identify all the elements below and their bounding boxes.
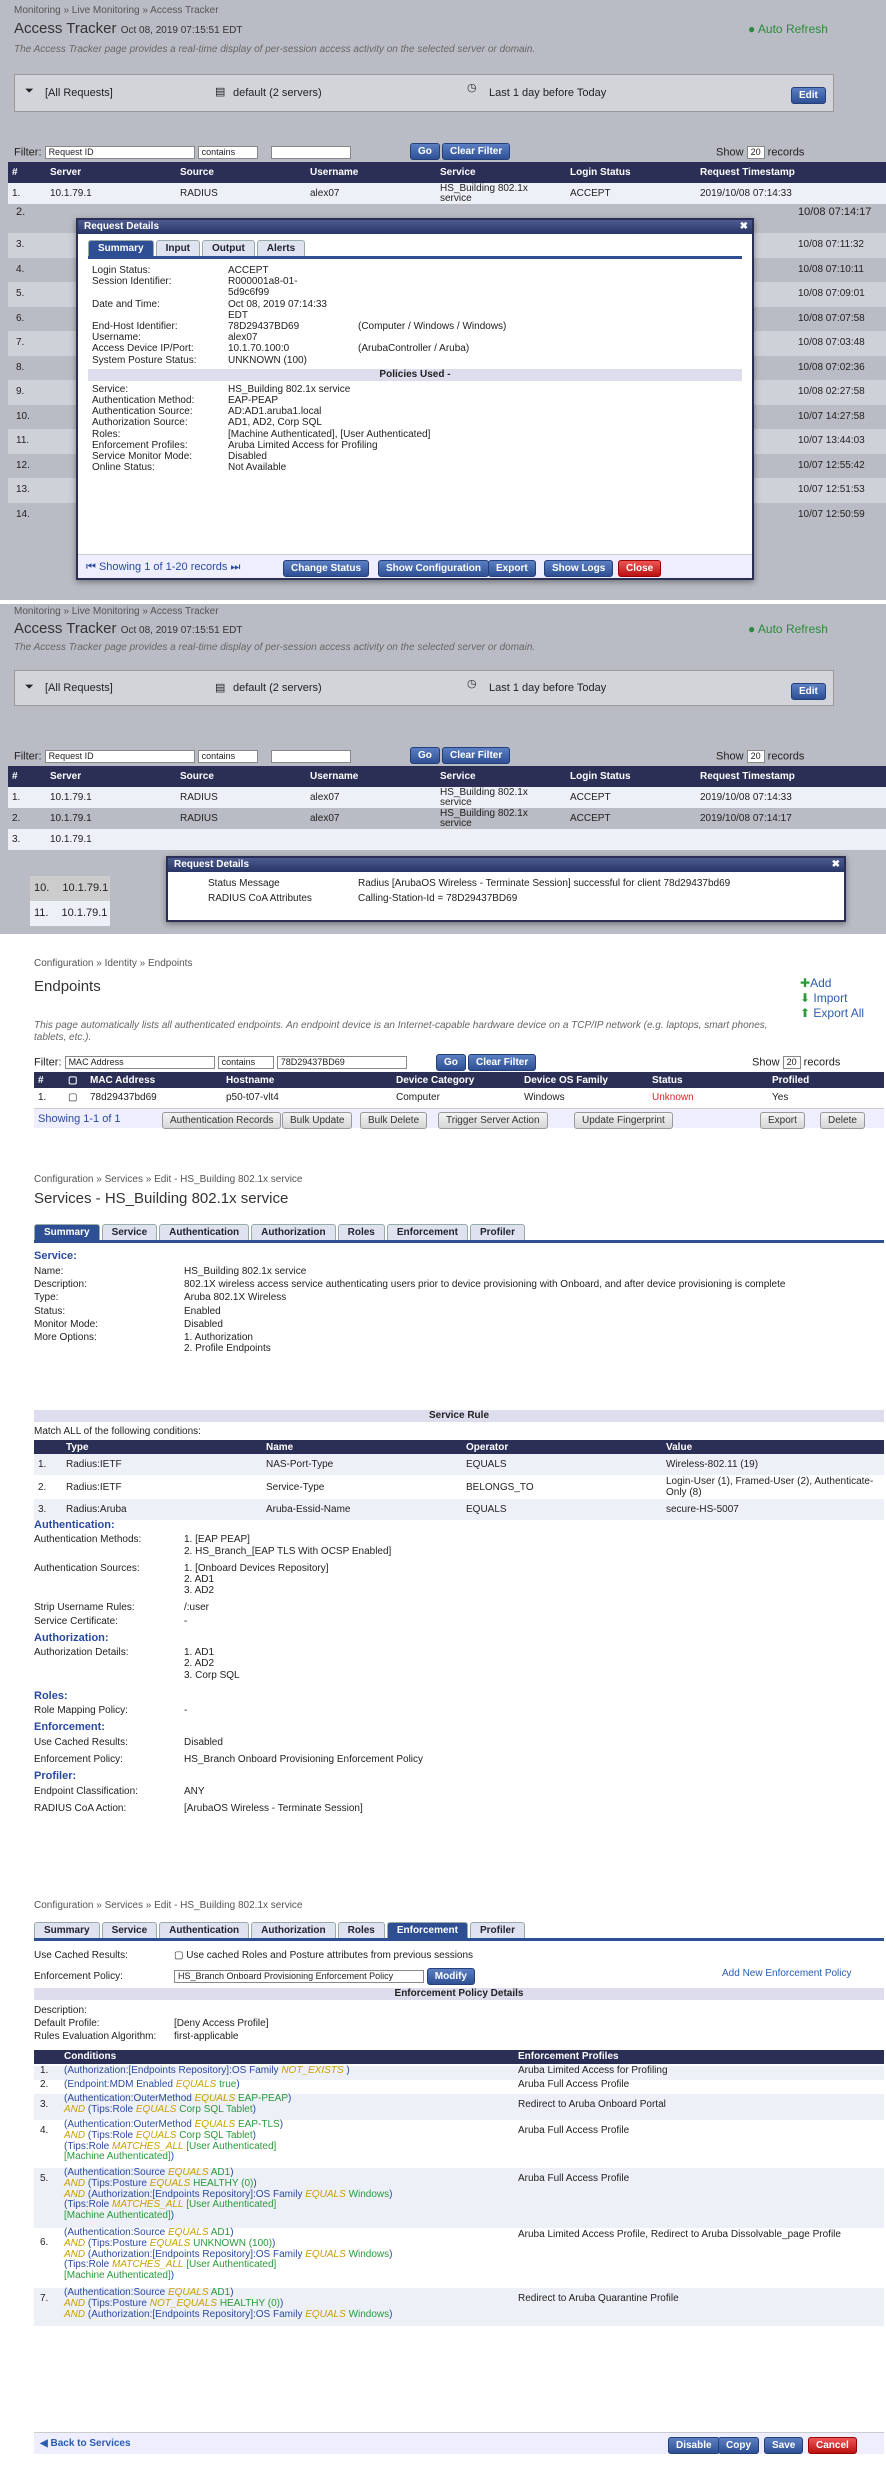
tab-summary[interactable]: Summary: [88, 240, 154, 256]
endpoints-footer: [34, 1108, 884, 1128]
filter-bar: [14, 670, 834, 706]
tab-alerts[interactable]: Alerts: [257, 240, 305, 256]
service-tabs: [34, 1224, 884, 1243]
modify-button[interactable]: Modify: [427, 1968, 475, 1985]
server-icon: ▤: [215, 86, 226, 98]
rules-table-header: Conditions Enforcement Profiles: [34, 2050, 884, 2064]
last-page-icon: ⏭: [230, 561, 241, 573]
export-button[interactable]: Export: [488, 560, 536, 577]
endpoint-actions: [800, 976, 864, 1021]
tab-authorization[interactable]: Authorization: [251, 1922, 335, 1938]
export-button[interactable]: Export: [760, 1112, 805, 1129]
service-section-title: Service:: [34, 1250, 77, 1262]
table-row: 2. Radius:IETF Service-Type BELONGS_TO Login-User (1), Framed-User (2), Authenticate-Only (8): [38, 1476, 874, 1498]
clear-filter-button[interactable]: Clear Filter: [468, 1054, 536, 1071]
filter-field-select[interactable]: Request ID: [45, 146, 195, 159]
table-row[interactable]: 7. (Authentication:Source EQUALS AD1) AND (Tips:Posture NOT_EQUALS HEALTHY (0)) AND (Authorization:[Endpoints Repository]:OS Family EQUALS Windows) Redirect to Aruba Quarantine Profile: [34, 2288, 884, 2326]
col-header[interactable]: #: [8, 162, 46, 183]
tab-output[interactable]: Output: [202, 240, 255, 256]
show-records: Show 20 records: [716, 750, 805, 763]
detail-row: System Posture Status: UNKNOWN (100): [92, 354, 307, 366]
show-count-select[interactable]: 20: [747, 750, 765, 763]
service-fields: [34, 1266, 884, 1356]
breadcrumb[interactable]: Monitoring » Live Monitoring » Access Tracker: [14, 5, 219, 16]
detail-row: Description: 802.1X wireless access service authenticating users prior to device provisioning with Onboard, and after device provisioning is complete: [34, 1279, 786, 1291]
access-tracker-screen-1: [0, 0, 886, 600]
detail-row: Access Device IP/Port: 10.1.70.100:0 (ArubaController / Aruba): [92, 343, 470, 355]
table-row[interactable]: 9. 10/08 02:27:58: [8, 380, 886, 405]
page-title: Access Tracker Oct 08, 2019 07:15:51 EDT: [14, 20, 243, 37]
go-button[interactable]: Go: [410, 143, 440, 160]
filter-op-select[interactable]: contains: [198, 750, 258, 763]
col-header[interactable]: Username: [306, 766, 436, 787]
endpoints-screen: [0, 938, 886, 1158]
rules-table: [34, 2066, 884, 2326]
table-row[interactable]: 12. 10/07 12:55:42: [16, 459, 865, 471]
disable-button[interactable]: Disable: [668, 2437, 720, 2454]
policies-fields: [88, 384, 742, 474]
table-row: 3. Radius:Aruba Aruba-Essid-Name EQUALS secure-HS-5007: [34, 1499, 884, 1520]
close-icon[interactable]: ✖: [739, 221, 748, 232]
all-requests-filter[interactable]: [All Requests]: [45, 682, 113, 694]
table-row[interactable]: 3. 10.1.79.1: [8, 829, 886, 850]
clock-icon: ◷: [467, 678, 477, 690]
table-row: 1. Radius:IETF NAS-Port-Type EQUALS Wireless-802.11 (19): [34, 1454, 884, 1475]
filter-op-select[interactable]: contains: [198, 146, 258, 159]
table-row[interactable]: 1. (Authorization:[Endpoints Repository]:OS Family NOT_EXISTS ) Aruba Limited Access for Profiling: [34, 2066, 884, 2080]
row-checkbox[interactable]: ▢: [68, 1091, 78, 1103]
access-tracker-table: [8, 766, 886, 850]
summary-details: Authentication: Authentication Methods: 1. [EAP PEAP] 2. HS_Branch_[EAP TLS With OCSP Enabled] Authentication Sources: 1. [Onboard Devices Repository] 2. AD1 3. AD2 Strip Username Rules: /:user Service Certificate: - Authorization: Authorization Details: 1. AD1 2. AD2 3. Corp SQL Roles: Role Mapping Policy: - Enforcement: Use Cached Results: Disabled Enforcement Policy: HS_Branch Onboard Provisioning Enforcement Policy Profiler: Endpoint Classification: ANY RADIUS CoA Action: [ArubaOS Wireless - Terminate Session]: [34, 1520, 884, 1814]
tab-service[interactable]: Service: [102, 1922, 158, 1938]
col-header[interactable]: Service: [436, 162, 566, 183]
tab-service[interactable]: Service: [102, 1224, 158, 1240]
pager[interactable]: ⏮ Showing 1 of 1-20 records ⏭: [86, 561, 241, 573]
back-arrow-icon: ◀: [40, 2438, 48, 2449]
pager[interactable]: Showing 1-1 of 1: [38, 1113, 121, 1125]
detail-row: Session Identifier: R000001a8-01-5d9c6f99: [92, 276, 298, 299]
bulk-update-button[interactable]: Bulk Update: [282, 1112, 352, 1129]
detail-row: More Options: 1. Authorization 2. Profile Endpoints: [34, 1332, 271, 1355]
policy-details-title: Enforcement Policy Details: [34, 1988, 884, 2000]
detail-row: Login Status: ACCEPT: [92, 265, 269, 276]
coa-details: Status Message Radius [ArubaOS Wireless - Terminate Session] successful for client 78d29437bd69 RADIUS CoA Attributes Calling-Station-Id = 78D29437BD69: [208, 878, 731, 904]
col-header[interactable]: Source: [176, 766, 306, 787]
partial-rows: [30, 876, 110, 926]
table-row[interactable]: 1. ▢ 78d29437bd69 p50-t07-vlt4 Computer Windows Unknown Yes: [34, 1088, 884, 1106]
server-filter[interactable]: default (2 servers): [233, 87, 322, 99]
detail-row: Authentication Method: EAP-PEAP: [92, 395, 279, 407]
table-row[interactable]: 1. 10.1.79.1 RADIUS alex07 HS_Building 802.1x service ACCEPT 2019/10/08 07:14:33: [8, 787, 886, 808]
tab-profiler[interactable]: Profiler: [470, 1224, 525, 1240]
back-to-services-link[interactable]: ◀ Back to Services: [40, 2438, 131, 2449]
filter-row: Filter: Request ID contains: [14, 750, 351, 763]
export-all-link[interactable]: ⬆ Export All: [800, 1006, 865, 1020]
time-filter[interactable]: Last 1 day before Today: [489, 87, 607, 99]
select-all-checkbox[interactable]: ▢: [64, 1072, 86, 1088]
tab-enforcement[interactable]: Enforcement: [387, 1224, 468, 1240]
col-header[interactable]: #: [8, 766, 46, 787]
dialog-footer: [78, 554, 752, 578]
show-configuration-button[interactable]: Show Configuration: [378, 560, 489, 577]
request-details-dialog: [76, 218, 754, 580]
page-title: Services - HS_Building 802.1x service: [34, 1190, 289, 1207]
funnel-icon: ⏷: [25, 85, 34, 97]
filter-value-input[interactable]: 78D29437BD69: [277, 1056, 407, 1069]
server-icon: ▤: [215, 682, 226, 694]
table-header-row: [8, 766, 886, 787]
service-rule-title: Service Rule: [34, 1410, 884, 1422]
detail-row: Service Monitor Mode: Disabled: [92, 451, 267, 463]
filter-value-input[interactable]: [271, 146, 351, 159]
col-header[interactable]: Source: [176, 162, 306, 183]
breadcrumb[interactable]: Configuration » Services » Edit - HS_Building 802.1x service: [34, 1174, 303, 1185]
col-header[interactable]: Request Timestamp: [696, 162, 886, 183]
tab-summary[interactable]: Summary: [34, 1224, 100, 1240]
table-row[interactable]: 6. 10/08 07:07:58: [16, 312, 865, 324]
change-status-button[interactable]: Change Status: [283, 560, 369, 577]
table-row[interactable]: 2. 10/08 07:14:17: [16, 206, 872, 218]
show-logs-button[interactable]: Show Logs: [544, 560, 613, 577]
edit-button[interactable]: Edit: [791, 683, 826, 700]
dialog-tabs: [88, 240, 742, 259]
detail-row: Enforcement Profiles: Aruba Limited Access for Profiling: [92, 439, 378, 451]
tab-enforcement[interactable]: Enforcement: [387, 1922, 468, 1938]
col-header[interactable]: Username: [306, 162, 436, 183]
detail-row: Authentication Source: AD:AD1.aruba1.local: [92, 406, 322, 418]
tab-authorization[interactable]: Authorization: [251, 1224, 335, 1240]
enforcement-screen: [0, 1896, 886, 2465]
page-description: This page automatically lists all authenticated endpoints. An endpoint device is an Internet-capable hardware device on a TCP/IP network (e.g. laptops, smart phones, tablets, etc.).: [34, 1020, 768, 1043]
show-records: Show 20 records: [752, 1056, 841, 1069]
col-header[interactable]: Service: [436, 766, 566, 787]
table-row[interactable]: 4. (Authentication:OuterMethod EQUALS EAP-TLS) AND (Tips:Role EQUALS Corp SQL Tablet) (Tips:Role MATCHES_ALL [User Authenticated] [Machine Authenticated]) Aruba Full Access Profile: [40, 2119, 630, 2163]
page-description: The Access Tracker page provides a real-time display of per-session access activity on the selected server or domain.: [14, 44, 536, 55]
detail-row: Roles: [Machine Authenticated], [User Authenticated]: [92, 428, 431, 440]
go-button[interactable]: Go: [436, 1054, 466, 1071]
detail-row: Status: Enabled: [34, 1305, 221, 1317]
table-row[interactable]: 11. 10.1.79.1: [30, 901, 110, 926]
add-link[interactable]: ✚Add: [800, 976, 832, 990]
detail-row: Username: alex07: [92, 332, 258, 344]
cancel-button[interactable]: Cancel: [808, 2437, 857, 2454]
table-header-row: [8, 162, 886, 183]
table-row[interactable]: 13. 10/07 12:51:53: [8, 478, 886, 503]
detail-row: End-Host Identifier: 78D29437BD69 (Computer / Windows / Windows): [92, 321, 507, 333]
match-text: Match ALL of the following conditions:: [34, 1426, 201, 1437]
auto-refresh[interactable]: ● Auto Refresh: [748, 622, 828, 636]
col-header[interactable]: Server: [46, 766, 176, 787]
detail-row: Monitor Mode: Disabled: [34, 1318, 223, 1330]
table-header-row: # ▢ MAC Address Hostname Device Category Device OS Family Status Profiled: [34, 1072, 884, 1088]
import-link[interactable]: ⬇ Import: [800, 991, 848, 1005]
service-tabs: [34, 1922, 884, 1941]
clear-filter-button[interactable]: Clear Filter: [442, 143, 510, 160]
go-button[interactable]: Go: [410, 747, 440, 764]
roles-section-title: Roles:: [34, 1689, 68, 1702]
first-page-icon: ⏮: [86, 561, 96, 573]
close-button[interactable]: Close: [618, 560, 661, 577]
tab-authentication[interactable]: Authentication: [159, 1224, 249, 1240]
breadcrumb[interactable]: Configuration » Identity » Endpoints: [34, 958, 193, 969]
cached-results-row: Use Cached Results: ▢ Use cached Roles and Posture attributes from previous sessions: [34, 1950, 474, 1961]
show-records: Show 20 records: [716, 146, 805, 159]
tab-authentication[interactable]: Authentication: [159, 1922, 249, 1938]
detail-row: Service: HS_Building 802.1x service: [92, 383, 351, 395]
table-row[interactable]: 5. (Authentication:Source EQUALS AD1) AND (Tips:Posture EQUALS HEALTHY (0)) AND (Authorization:[Endpoints Repository]:OS Family EQUALS Windows) (Tips:Role MATCHES_ALL [User Authenticated] [Machine Authenticated]) Aruba Full Access Profile: [34, 2168, 884, 2228]
col-header[interactable]: Request Timestamp: [696, 766, 886, 787]
tab-roles[interactable]: Roles: [338, 1224, 385, 1240]
col-header[interactable]: Login Status: [566, 162, 696, 183]
enforcement-policy-row: Enforcement Policy: HS_Branch Onboard Provisioning Enforcement Policy Modify: [34, 1968, 475, 1985]
funnel-icon: ⏷: [25, 681, 34, 693]
filter-field-select[interactable]: MAC Address: [65, 1056, 215, 1069]
page-description: The Access Tracker page provides a real-time display of per-session access activity on the selected server or domain.: [14, 642, 536, 653]
service-rule-table: Type Name Operator Value 1. Radius:IETF NAS-Port-Type EQUALS Wireless-802.11 (19) 2. Radius:IETF Service-Type BELONGS_TO Login-User (1), Framed-User (2), Authenticate-Only (8) 3. Radius:Aruba Aruba-Essid-Name EQUALS secure-HS-5007: [34, 1440, 884, 1520]
summary-fields: [88, 259, 742, 366]
request-details-dialog: [166, 856, 846, 922]
show-count-select[interactable]: 20: [747, 146, 765, 159]
filter-row: Filter: Request ID contains: [14, 146, 351, 159]
access-tracker-screen-2: [0, 604, 886, 934]
bulk-delete-button[interactable]: Bulk Delete: [360, 1112, 427, 1129]
filter-bar: [14, 74, 834, 112]
access-tracker-table: [8, 162, 886, 204]
table-row[interactable]: 2. (Endpoint:MDM Enabled EQUALS true) Aruba Full Access Profile: [40, 2079, 630, 2090]
show-count-select[interactable]: 20: [783, 1056, 801, 1069]
detail-row: Date and Time: Oct 08, 2019 07:14:33 EDT: [92, 298, 327, 321]
enforcement-policy-select[interactable]: HS_Branch Onboard Provisioning Enforcement Policy: [174, 1970, 424, 1983]
table-row[interactable]: 6. (Authentication:Source EQUALS AD1) AND (Tips:Posture EQUALS UNKNOWN (100)) AND (Authorization:[Endpoints Repository]:OS Family EQUALS Windows) (Tips:Role MATCHES_ALL [User Authenticated] [Machine Authenticated]) Aruba Limited Access Profile, Redirect to Aruba Dissolvable_page Profile: [40, 2227, 841, 2282]
all-requests-filter[interactable]: [All Requests]: [45, 87, 113, 99]
policies-used-title: Policies Used -: [88, 369, 742, 381]
clear-filter-button[interactable]: Clear Filter: [442, 747, 510, 764]
tab-summary[interactable]: Summary: [34, 1922, 100, 1938]
authentication-records-button[interactable]: Authentication Records: [162, 1112, 281, 1129]
table-row[interactable]: 8. 10/08 07:02:36: [16, 361, 865, 373]
table-row[interactable]: 4. 10/08 07:10:11: [16, 263, 864, 275]
dialog-titlebar: Request Details ✖: [78, 220, 752, 234]
tab-input[interactable]: Input: [156, 240, 200, 256]
copy-button[interactable]: Copy: [718, 2437, 759, 2454]
table-row[interactable]: 1. 10.1.79.1 RADIUS alex07 HS_Building 802.1x service ACCEPT 2019/10/08 07:14:33: [8, 183, 886, 204]
table-row[interactable]: 11. 10/07 13:44:03: [8, 429, 886, 454]
auto-refresh[interactable]: ● Auto Refresh: [748, 22, 828, 36]
filter-op-select[interactable]: contains: [218, 1056, 274, 1069]
authorization-section-title: Authorization:: [34, 1631, 109, 1644]
profiler-section-title: Profiler:: [34, 1770, 77, 1783]
cached-checkbox[interactable]: ▢: [174, 1950, 184, 1961]
endpoints-table: [34, 1072, 884, 1106]
col-header[interactable]: Login Status: [566, 766, 696, 787]
breadcrumb[interactable]: Configuration » Services » Edit - HS_Building 802.1x service: [34, 1900, 303, 1911]
table-row[interactable]: 3. (Authentication:OuterMethod EQUALS EAP-PEAP) AND (Tips:Role EQUALS Corp SQL Tablet) Redirect to Aruba Onboard Portal: [34, 2094, 884, 2120]
table-row[interactable]: 14. 10/07 12:50:59: [16, 508, 865, 520]
col-header[interactable]: Server: [46, 162, 176, 183]
detail-row: Name: HS_Building 802.1x service: [34, 1266, 307, 1277]
save-button[interactable]: Save: [764, 2437, 803, 2454]
table-row[interactable]: 5. 10/08 07:09:01: [8, 282, 886, 307]
clock-icon: ◷: [467, 82, 477, 94]
delete-button[interactable]: Delete: [820, 1112, 865, 1129]
enforcement-footer: [34, 2432, 884, 2454]
detail-row: Type: Aruba 802.1X Wireless: [34, 1292, 287, 1304]
filter-row: Filter: MAC Address contains 78D29437BD69: [34, 1056, 407, 1069]
table-row[interactable]: 7. 10/08 07:03:48: [8, 331, 886, 356]
tab-roles[interactable]: Roles: [338, 1922, 385, 1938]
table-row[interactable]: 10. 10/07 14:27:58: [16, 410, 865, 422]
filter-field-select[interactable]: Request ID: [45, 750, 195, 763]
policy-details: Description: Default Profile: [Deny Access Profile] Rules Evaluation Algorithm: first-applicable: [34, 2005, 269, 2042]
detail-row: Authorization Source: AD1, AD2, Corp SQL: [92, 417, 322, 429]
enforcement-section-title: Enforcement:: [34, 1721, 105, 1734]
add-new-enforcement-policy-link[interactable]: Add New Enforcement Policy: [722, 1968, 852, 1979]
update-fingerprint-button[interactable]: Update Fingerprint: [574, 1112, 673, 1129]
trigger-server-action-button[interactable]: Trigger Server Action: [438, 1112, 548, 1129]
edit-button[interactable]: Edit: [791, 87, 826, 104]
authentication-section-title: Authentication:: [34, 1519, 115, 1531]
breadcrumb[interactable]: Monitoring » Live Monitoring » Access Tracker: [14, 606, 219, 617]
tab-profiler[interactable]: Profiler: [470, 1922, 525, 1938]
table-row[interactable]: 10. 10.1.79.1: [34, 882, 109, 894]
table-row[interactable]: 3. 10/08 07:11:32: [8, 233, 886, 258]
close-icon[interactable]: ✖: [831, 859, 840, 870]
table-row[interactable]: 2. 10.1.79.1 RADIUS alex07 HS_Building 802.1x service ACCEPT 2019/10/08 07:14:17: [12, 807, 792, 829]
page-title: Endpoints: [34, 978, 101, 995]
server-filter[interactable]: default (2 servers): [233, 682, 322, 694]
page-title: Access Tracker Oct 08, 2019 07:15:51 EDT: [14, 620, 243, 637]
dialog-titlebar: Request Details ✖: [168, 858, 844, 872]
refresh-icon: ●: [748, 622, 756, 636]
service-summary-screen: [0, 1168, 886, 1898]
time-filter[interactable]: Last 1 day before Today: [489, 682, 607, 694]
refresh-icon: ●: [748, 22, 756, 36]
detail-row: Online Status: Not Available: [92, 462, 287, 474]
filter-value-input[interactable]: [271, 750, 351, 763]
